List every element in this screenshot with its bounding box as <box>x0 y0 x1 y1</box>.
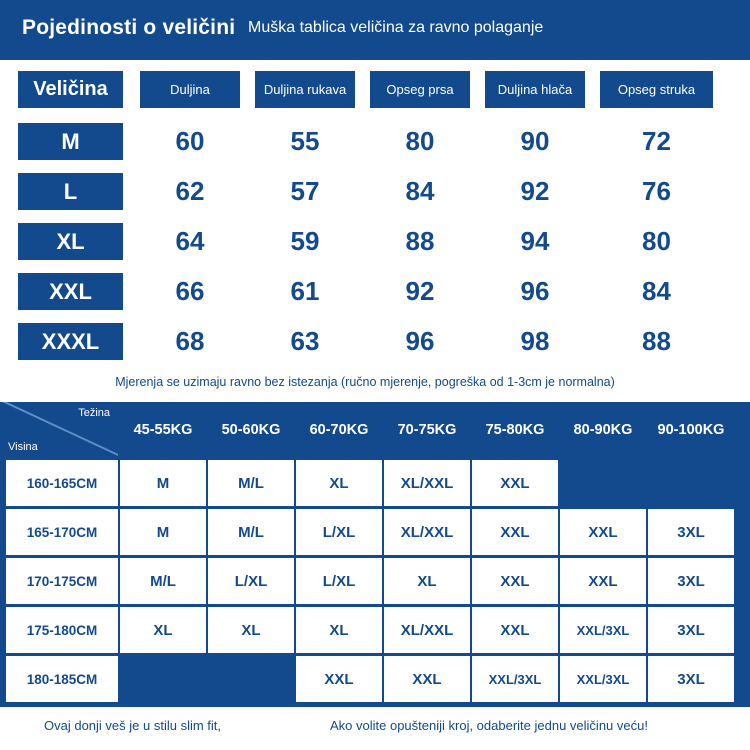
cell-sleeve: 57 <box>290 176 320 206</box>
table-row <box>0 273 750 323</box>
cell-waist: 76 <box>642 176 671 206</box>
fit-cell: XL <box>384 558 470 604</box>
footer-note-right: Ako volite opušteniji kroj, odaberite jednu veličinu veću! <box>330 718 648 733</box>
weight-axis-label: Težina <box>78 407 110 419</box>
height-header: 160-165CM <box>6 460 118 506</box>
fit-cell: M <box>120 460 206 506</box>
header-subtitle: Muška tablica veličina za ravno polaganje <box>248 19 544 36</box>
size-label: XXXL <box>18 323 123 360</box>
fit-cell: L/XL <box>296 509 382 555</box>
cell-waist: 80 <box>642 226 671 256</box>
size-table-header-row <box>0 71 750 121</box>
size-table-header-size: Veličina <box>18 71 123 108</box>
footer-note-left: Ovaj donji veš je u stilu slim fit, <box>44 718 222 733</box>
table-row <box>0 323 750 373</box>
size-table <box>0 60 750 370</box>
fit-cell: 3XL <box>648 509 734 555</box>
height-header: 165-170CM <box>6 509 118 555</box>
fit-cell: L/XL <box>296 558 382 604</box>
height-header: 170-175CM <box>6 558 118 604</box>
weight-header: 90-100KG <box>648 402 734 458</box>
header-bar <box>0 0 750 60</box>
fit-cell: XXL/3XL <box>472 656 558 702</box>
size-label: XL <box>18 223 123 260</box>
fit-cell: XL <box>120 607 206 653</box>
cell-chest: 84 <box>405 176 435 206</box>
cell-length: 68 <box>175 326 205 356</box>
size-table-header-waist: Opseg struka <box>600 71 713 108</box>
fit-cell: M/L <box>208 509 294 555</box>
weight-header: 80-90KG <box>560 402 646 458</box>
cell-pants: 96 <box>520 276 550 306</box>
fit-cell: M <box>120 509 206 555</box>
fit-cell-empty <box>648 460 734 506</box>
table-row <box>0 223 750 273</box>
cell-chest: 88 <box>405 226 435 256</box>
weight-header: 60-70KG <box>296 402 382 458</box>
fit-grid <box>0 402 750 707</box>
fit-cell: XXL/3XL <box>560 656 646 702</box>
fit-cell: XXL <box>472 460 558 506</box>
fit-grid-corner <box>0 402 118 458</box>
cell-pants: 92 <box>520 176 550 206</box>
fit-cell: XL <box>296 607 382 653</box>
fit-cell: XL <box>296 460 382 506</box>
fit-cell-empty <box>120 656 206 702</box>
size-label: L <box>18 173 123 210</box>
size-label: M <box>18 123 123 160</box>
fit-cell: XXL <box>384 656 470 702</box>
cell-sleeve: 63 <box>290 326 320 356</box>
fit-cell: XXL <box>472 509 558 555</box>
fit-cell: 3XL <box>648 607 734 653</box>
cell-pants: 94 <box>520 226 550 256</box>
cell-chest: 96 <box>405 326 435 356</box>
fit-cell: M/L <box>120 558 206 604</box>
weight-header: 70-75KG <box>384 402 470 458</box>
size-table-header-length: Duljina <box>140 71 240 108</box>
fit-cell: XL/XXL <box>384 460 470 506</box>
size-table-header-pants: Duljina hlača <box>485 71 585 108</box>
cell-length: 66 <box>175 276 205 306</box>
cell-pants: 90 <box>520 126 550 156</box>
footer <box>0 707 750 750</box>
measurement-note <box>0 370 750 402</box>
fit-cell-empty <box>560 460 646 506</box>
fit-cell: 3XL <box>648 656 734 702</box>
fit-cell: XXL <box>472 607 558 653</box>
cell-waist: 84 <box>642 276 671 306</box>
size-label: XXL <box>18 273 123 310</box>
cell-sleeve: 59 <box>290 226 320 256</box>
cell-length: 62 <box>175 176 205 206</box>
measurement-note-text: Mjerenja se uzimaju ravno bez istezanja (ručno mjerenje, pogreška od 1-3cm je normalna) <box>115 375 615 389</box>
table-row <box>0 173 750 223</box>
weight-header: 45-55KG <box>120 402 206 458</box>
fit-cell: XXL <box>296 656 382 702</box>
fit-cell: XXL <box>560 509 646 555</box>
fit-cell: L/XL <box>208 558 294 604</box>
fit-cell: XL/XXL <box>384 607 470 653</box>
cell-sleeve: 61 <box>290 276 320 306</box>
height-header: 180-185CM <box>6 656 118 702</box>
cell-waist: 72 <box>642 126 671 156</box>
fit-cell: 3XL <box>648 558 734 604</box>
cell-length: 60 <box>175 126 205 156</box>
fit-cell-empty <box>208 656 294 702</box>
weight-header: 50-60KG <box>208 402 294 458</box>
cell-chest: 80 <box>405 126 435 156</box>
fit-cell: XXL <box>472 558 558 604</box>
cell-length: 64 <box>175 226 205 256</box>
weight-header: 75-80KG <box>472 402 558 458</box>
cell-chest: 92 <box>405 276 435 306</box>
height-axis-label: Visina <box>8 441 38 453</box>
size-table-header-chest: Opseg prsa <box>370 71 470 108</box>
fit-cell: M/L <box>208 460 294 506</box>
page-title: Pojedinosti o veličini <box>22 16 236 39</box>
fit-cell: XXL/3XL <box>560 607 646 653</box>
cell-sleeve: 55 <box>290 126 320 156</box>
table-row <box>0 123 750 173</box>
fit-cell: XL <box>208 607 294 653</box>
size-table-header-sleeve: Duljina rukava <box>255 71 355 108</box>
cell-waist: 88 <box>642 326 671 356</box>
cell-pants: 98 <box>520 326 550 356</box>
fit-cell: XXL <box>560 558 646 604</box>
fit-cell: XL/XXL <box>384 509 470 555</box>
height-header: 175-180CM <box>6 607 118 653</box>
